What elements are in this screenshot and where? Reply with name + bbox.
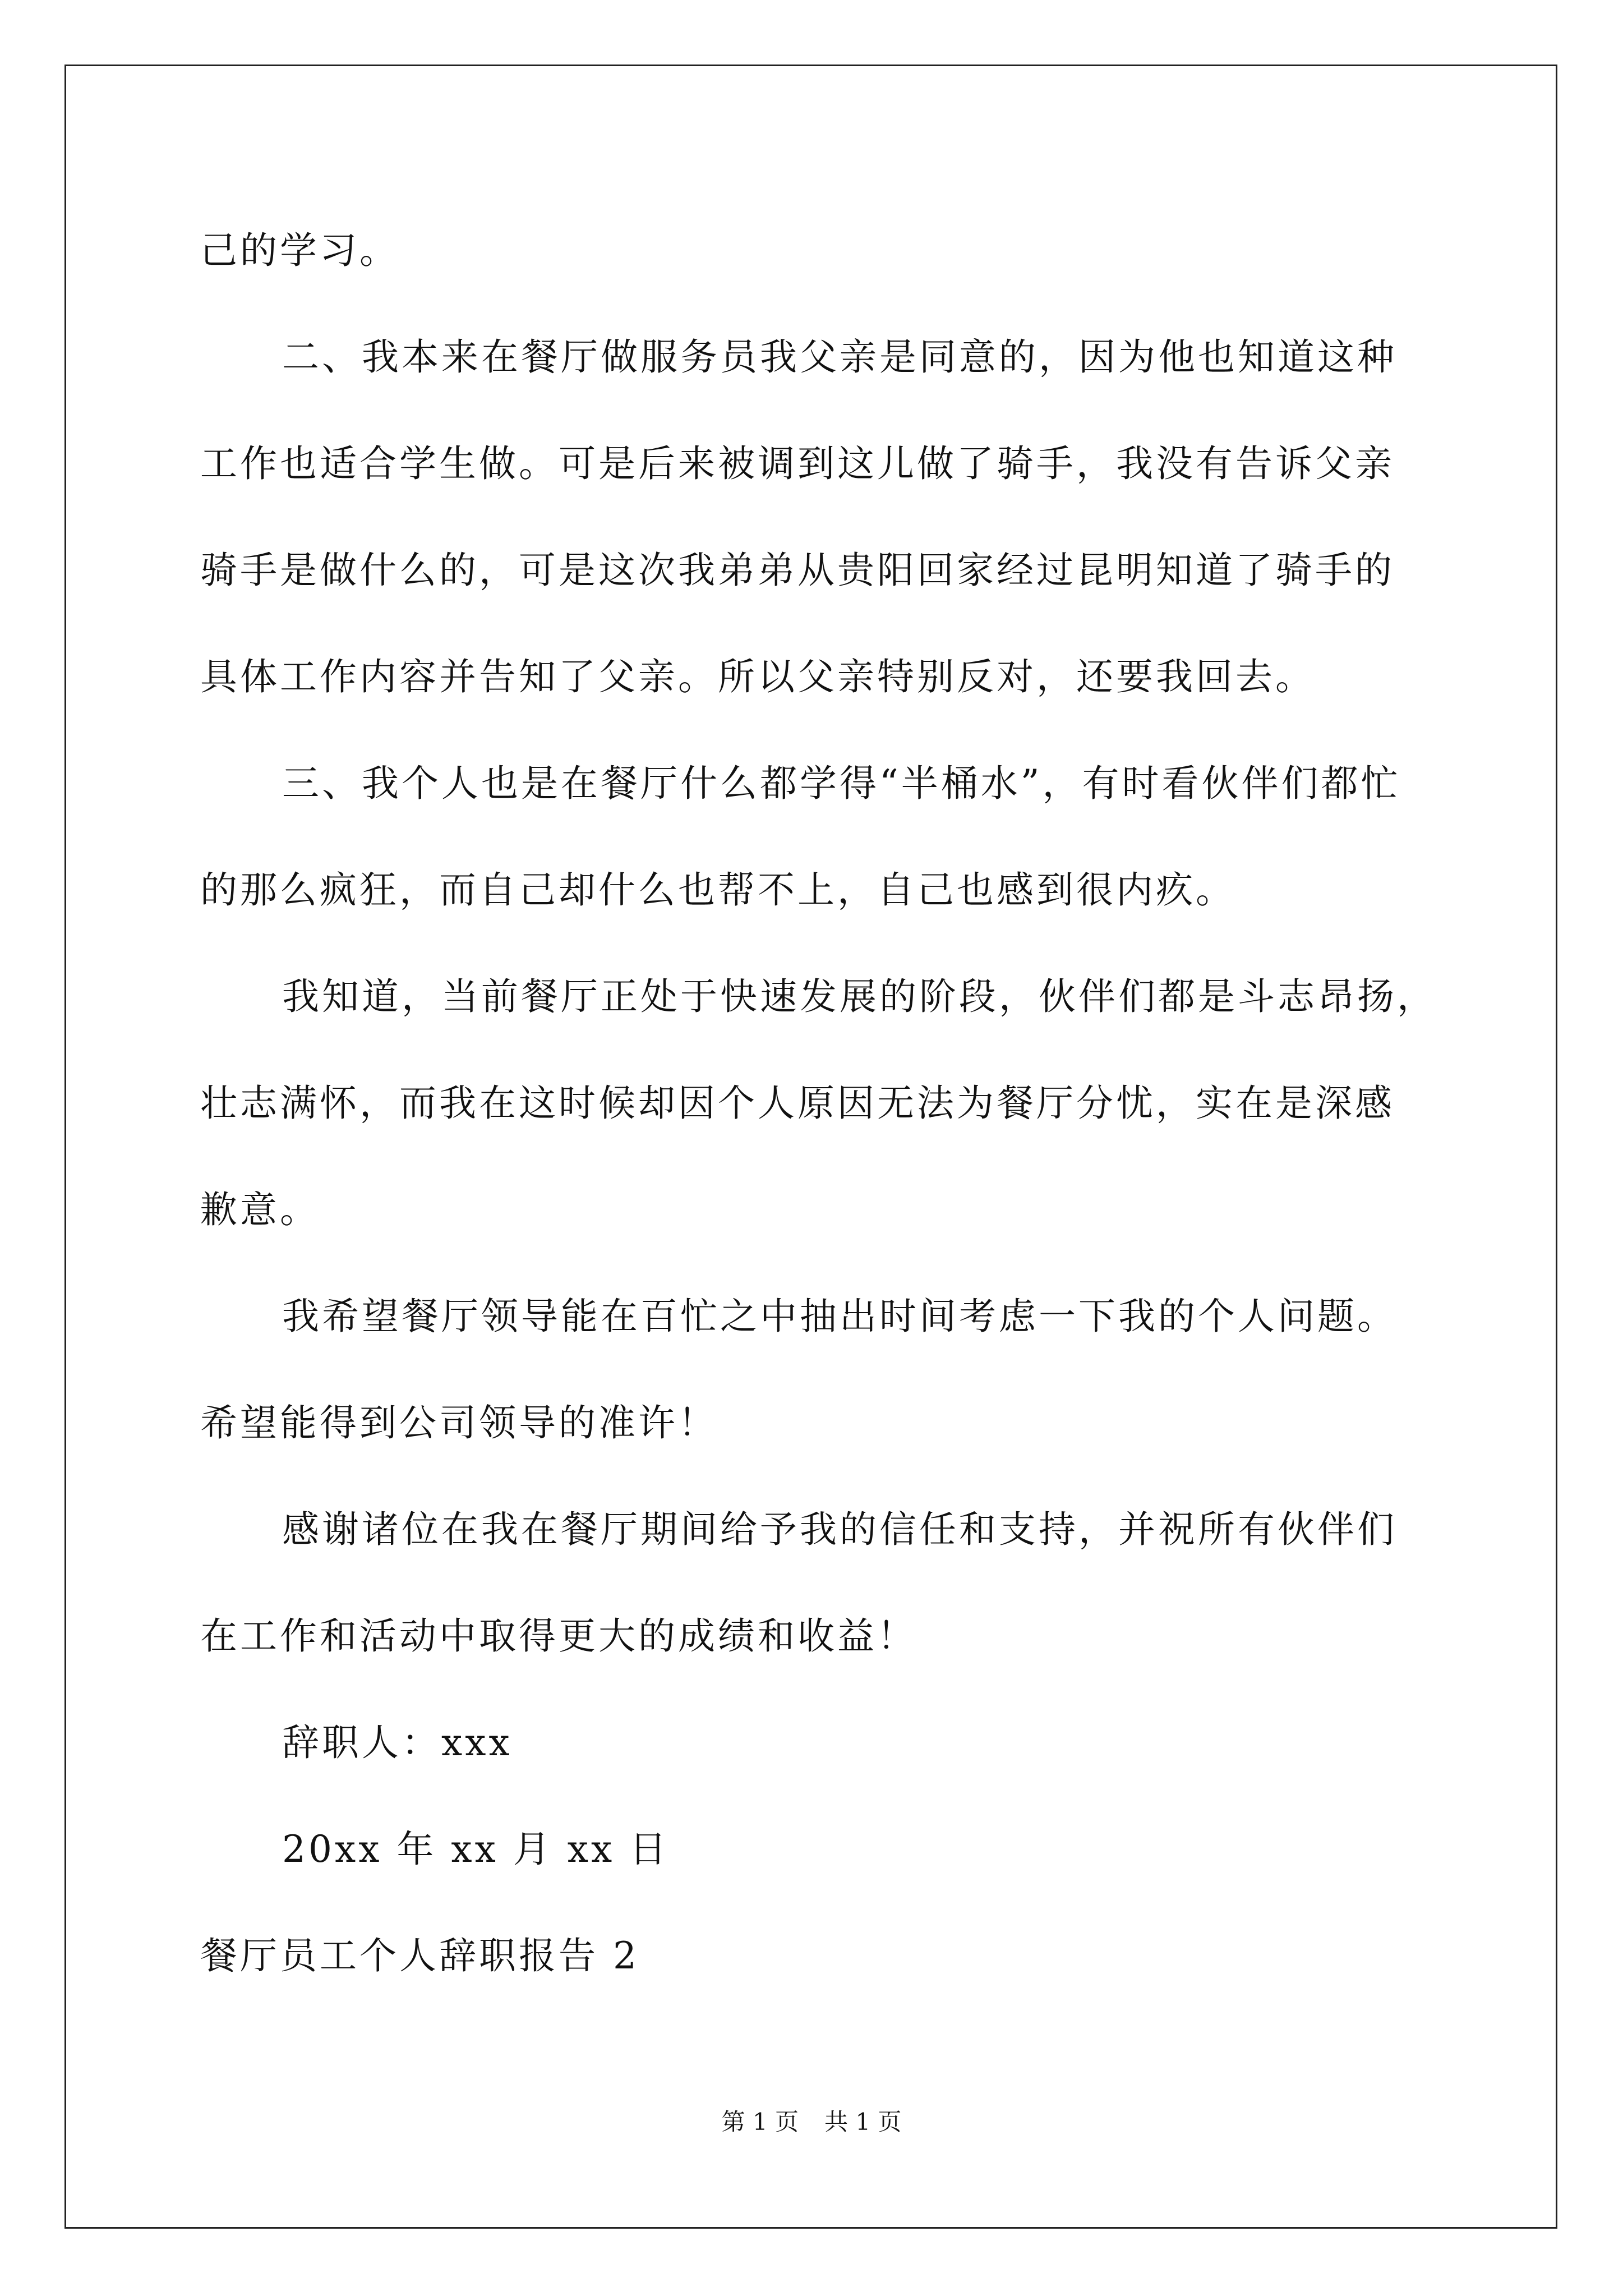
page-footer: [0, 2105, 1623, 2139]
text-line: 壮志满怀，而我在这时候却因个人原因无法为餐厅分忧，实在是深感: [200, 1082, 1395, 1125]
page-number: 第 1 页: [721, 2108, 799, 2136]
text-line: 希望能得到公司领导的准许！: [200, 1401, 718, 1444]
section-heading: 餐厅员工个人辞职报告 2: [200, 1934, 639, 1977]
text-line: 歉意。: [200, 1188, 320, 1231]
text-line: 骑手是做什么的，可是这次我弟弟从贵阳回家经过昆明知道了骑手的: [200, 549, 1395, 592]
paragraph-line: 感谢诸位在我在餐厅期间给予我的信任和支持，并祝所有伙伴们: [282, 1508, 1397, 1551]
page-total: 共 1 页: [824, 2108, 902, 2136]
document-body: [200, 197, 1437, 2009]
text-line: 己的学习。: [200, 229, 399, 272]
text-line: 在工作和活动中取得更大的成绩和收益！: [200, 1614, 917, 1658]
date-line: 20xx 年 xx 月 xx 日: [282, 1828, 670, 1871]
signature-line: 辞职人：xxx: [282, 1721, 513, 1764]
text-line: 的那么疯狂，而自己却什么也帮不上，自己也感到很内疚。: [200, 868, 1235, 912]
text-line: 工作也适合学生做。可是后来被调到这儿做了骑手，我没有告诉父亲: [200, 442, 1395, 485]
paragraph-line: 三、我个人也是在餐厅什么都学得“半桶水”，有时看伙伴们都忙: [282, 762, 1401, 805]
paragraph-line: 我知道，当前餐厅正处于快速发展的阶段，伙伴们都是斗志昂扬，: [282, 975, 1437, 1018]
paragraph-line: 二、我本来在餐厅做服务员我父亲是同意的，因为他也知道这种: [282, 335, 1397, 379]
paragraph-line: 我希望餐厅领导能在百忙之中抽出时间考虑一下我的个人问题。: [282, 1295, 1397, 1338]
text-line: 具体工作内容并告知了父亲。所以父亲特别反对，还要我回去。: [200, 655, 1315, 698]
